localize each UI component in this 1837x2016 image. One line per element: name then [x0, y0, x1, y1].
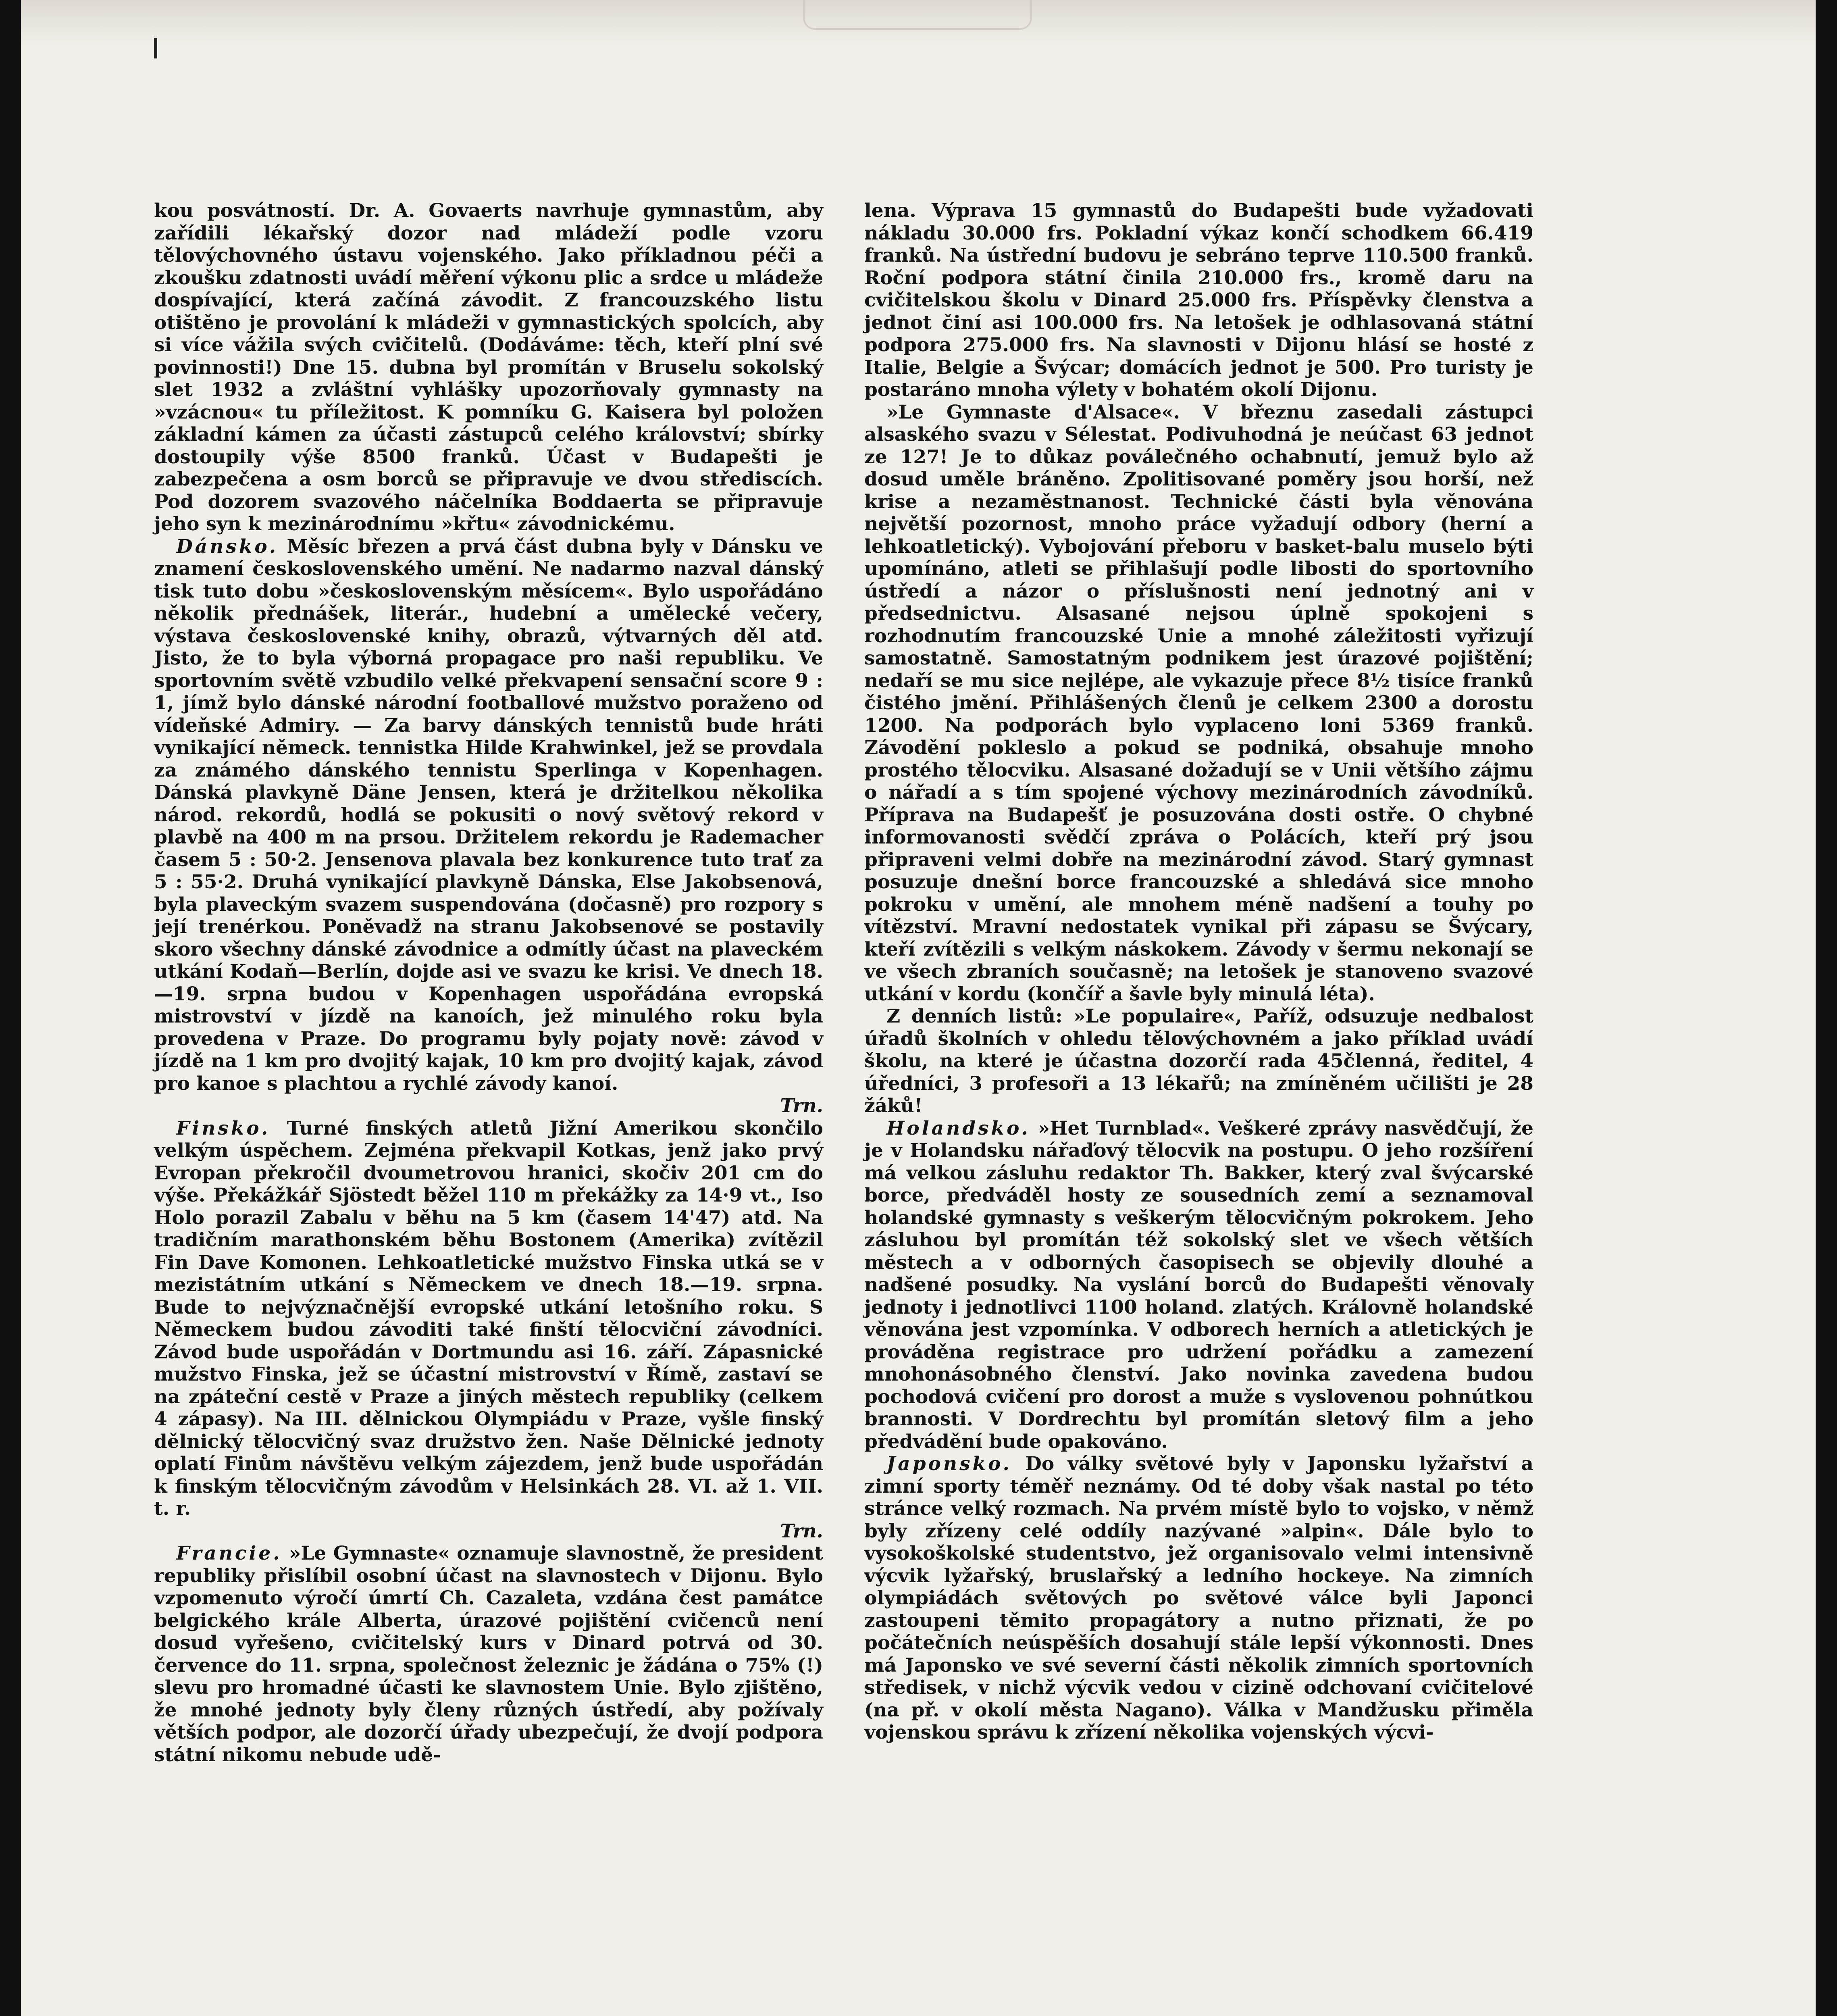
heading-dansko: Dánsko.: [176, 535, 279, 558]
scan-stamp-mark: [803, 0, 1032, 30]
text-japonsko: Do války světové byly v Japonsku lyžařství a zimní sporty téměř neznámy. Od té doby však nastal po této stránce velký rozmach. Na prvém místě bylo to vojsko, v němž byly zřízeny celé oddíly nazývané »alpin«. Dále bylo to vysokoškolské studentstvo, jež organisovalo velmi intensivně výcvik lyžařský, bruslařský a ledního hockeye. Na zimních olympiádách světových po světové válce byli Japonci zastoupeni těmito propagátory a nutno přiznati, že po počátečních neúspěších dosahují stále lepší výkonnosti. Dnes má Japonsko ve své severní části několik zimních sportovních středisek, v nichž výcvik vedou v cizině odchovaní cvičitelové (na př. v okolí města Nagano). Válka v Mandžusku přiměla vojenskou správu k zřízení několika vojenských výcvi-: [864, 1453, 1533, 1743]
paragraph-belgium: kou posvátností. Dr. A. Govaerts navrhuje gymnastům, aby zařídili lékařský dozor nad mládeží podle vzoru tělovýchovného ústavu vojenského. Jako příkladnou péči a zkoušku zdatnosti uvádí měření výkonu plic a srdce u mládeže dospívající, která začíná závodit. Z francouzského listu otištěno je provolání k mládeži v gymnastických spolcích, aby si více vážila svých cvičitelů. (Dodáváme: těch, kteří plní své povinnosti!) Dne 15. dubna byl promítán v Bruselu sokolský slet 1932 a zvláštní vyhlášky upozorňovaly gymnasty na »vzácnou« tu příležitost. K pomníku G. Kaisera byl položen základní kámen za účasti zástupců celého království; sbírky dostoupily výše 8500 franků. Účast v Budapešti je zabezpečena a osm borců se připravuje ve dvou střediscích. Pod dozorem svazového náčelníka Boddaerta se připravuje jeho syn k mezinárodnímu »křtu« závodnickému.: [154, 200, 823, 535]
left-column: [154, 200, 823, 1766]
text-francie: »Le Gymnaste« oznamuje slavnostně, že president republiky přislíbil osobní účast na slavnostech v Dijonu. Bylo vzpomenuto výročí úmrtí Ch. Cazaleta, vzdána čest památce belgického krále Alberta, úrazové pojištění cvičenců není dosud vyřešeno, cvičitelský kurs v Dinard potrvá od 30. července do 11. srpna, společnost železnic je žádána o 75% (!) slevu pro hromadné účasti ke slavnostem Unie. Bylo zjištěno, že mnohé jednoty byly členy různých ústředí, aby požívaly větších podpor, ale dozorčí úřady ubezpečují, že dvojí podpora státní nikomu nebude udě-: [154, 1542, 823, 1766]
heading-francie: Francie.: [176, 1542, 282, 1564]
paragraph-denni-listy: Z denních listů: »Le populaire«, Paříž, odsuzuje nedbalost úřadů školních v ohledu tělovýchovném a jako příklad uvádí školu, na které je účastna dozorčí rada 45členná, ředitel, 4 úředníci, 3 profesoři a 13 lékařů; na zmíněném učilišti je 28 žáků!: [864, 1005, 1533, 1117]
heading-finsko: Finsko.: [176, 1117, 270, 1139]
signature-dansko: Trn.: [780, 1095, 823, 1117]
paragraph-alsace: »Le Gymnaste d'Alsace«. V březnu zasedali zástupci alsaského svazu v Sélestat. Podivuhodná je neúčast 63 jednot ze 127! Je to důkaz poválečného ochabnutí, jemuž bylo až dosud uměle bráněno. Zpolitisované poměry jsou horší, než krise a nezaměstnanost. Technické části byla věnována největší pozornost, mnoho práce vyžadují odbory (herní a lehkoatletický). Vybojování přeboru v basket-balu muselo býti upomínáno, atleti se přihlašují podle libosti do sportovního ústředí a názor o příslušnosti není jednotný ani v předsednictvu. Alsasané nejsou úplně spokojeni s rozhodnutím francouzské Unie a mnohé záležitosti vyřizují samostatně. Samostatným podnikem jest úrazové pojištění; nedaří se mu sice nejlépe, ale vykazuje přece 8½ tisíce franků čistého jmění. Přihlášených členů je celkem 2300 a dorostu 1200. Na podporách bylo vyplaceno loni 5369 franků. Závodění pokleslo a pokud se podniká, obsahuje mnoho prostého tělocviku. Alsasané dožadují se v Unii většího zájmu o nářadí a s tím spojené výchovy mezinárodních závodníků. Příprava na Budapešť je posuzována dosti ostře. O chybné informovanosti svědčí zpráva o Polácích, kteří prý jsou připraveni velmi dobře na mezinárodní závod. Starý gymnast posuzuje dnešní borce francouzské a shledává sice mnoho pokroku v umění, ale mnohem méně nadšení a touhy po vítězství. Mravní nedostatek vynikal při zápasu se Švýcary, kteří zvítězili s velkým náskokem. Závody v šermu nekonají se ve všech zbraních současně; na letošek je stanoveno svazové utkání v kordu (končíř a šavle byly minulá léta).: [864, 401, 1533, 1005]
signature-finsko: Trn.: [780, 1520, 823, 1542]
scanned-page: [21, 0, 1816, 2016]
right-column: [864, 200, 1533, 1744]
paragraph-francie-cont: lena. Výprava 15 gymnastů do Budapešti bude vyžadovati nákladu 30.000 frs. Pokladní výkaz končí schodkem 66.419 franků. Na ústřední budovu je sebráno teprve 110.500 franků. Roční podpora státní činila 210.000 frs., kromě daru na cvičitelskou školu v Dinard 25.000 frs. Příspěvky členstva a jednot činí asi 100.000 frs. Na letošek je odhlasovaná státní podpora 275.000 frs. Na slavnosti v Dijonu hlásí se hosté z Italie, Belgie a Švýcar; domácích jednot je 500. Pro turisty je postaráno mnoha výlety v bohatém okolí Dijonu.: [864, 200, 1533, 401]
text-holandsko: »Het Turnblad«. Veškeré zprávy nasvědčují, že je v Holandsku nářaďový tělocvik na postupu. O jeho rozšíření má velkou zásluhu redaktor Th. Bakker, který zval švýcarské borce, předváděl hosty ze sousedních zemí a seznamoval holandské gymnasty s veškerým tělocvičným pokrokem. Jeho zásluhou byl promítán též sokolský slet ve všech větších městech a v odborných časopisech se objevily dlouhé a nadšené posudky. Na vyslání borců do Budapešti věnovaly jednoty i jednotlivci 1100 holand. zlatých. Královně holandské věnována jest vzpomínka. V odborech herních a atletických je prováděna registrace pro udržení pořádku a zamezení mnohonásobného členství. Jako novinka zavedena budou pochodová cvičení pro dorost a muže s vyslovenou pohnútkou brannosti. V Dordrechtu byl promítán sletový film a jeho předvádění bude opakováno.: [864, 1117, 1533, 1453]
heading-japonsko: Japonsko.: [886, 1453, 1012, 1475]
paragraph-francie: [154, 1542, 823, 1766]
margin-mark: [154, 38, 157, 58]
paragraph-dansko: [154, 535, 823, 1117]
heading-holandsko: Holandsko.: [886, 1117, 1031, 1139]
paragraph-holandsko: [864, 1117, 1533, 1453]
text-dansko: Měsíc březen a prvá část dubna byly v Dánsku ve znamení československého umění. Ne nadarmo nazval dánský tisk tuto dobu »československým měsícem«. Bylo uspořádáno několik přednášek, literár., hudební a umělecké večery, výstava československé knihy, obrazů, výtvarných děl atd. Jisto, že to byla výborná propagace pro naši republiku. Ve sportovním světě vzbudilo velké překvapení sensační score 9 : 1, jímž bylo dánské národní footballové mužstvo poraženo od vídeňské Admiry. — Za barvy dánských tennistů bude hráti vynikající německ. tennistka Hilde Krahwinkel, jež se provdala za známého dánského tennistu Sperlinga v Kopenhagen. Dánská plavkyně Däne Jensen, která je držitelkou několika národ. rekordů, hodlá se pokusiti o nový světový rekord v plavbě na 400 m na prsou. Držitelem rekordu je Rademacher časem 5 : 50·2. Jensenova plavala bez konkurence tuto trať za 5 : 55·2. Druhá vynikající plavkyně Dánska, Else Jakobsenová, byla plaveckým svazem suspendována (dočasně) pro rozpory s její trenérkou. Poněvadž na stranu Jakobsenové se postavily skoro všechny dánské závodnice a odmítly účast na plaveckém utkání Kodaň—Berlín, dojde asi ve svazu ke krisi. Ve dnech 18.—19. srpna budou v Kopenhagen uspořádána evropská mistrovství v jízdě na kanoích, jež minulého roku byla provedena v Praze. Do programu byly pojaty nově: závod v jízdě na 1 km pro dvojitý kajak, 10 km pro dvojitý kajak, závod pro kanoe s plachtou a rychlé závody kanoí.: [154, 535, 823, 1095]
text-finsko: Turné finských atletů Jižní Amerikou skončilo velkým úspěchem. Zejména překvapil Kotkas, jenž jako prvý Evropan překročil dvoumetrovou hranici, skočiv 201 cm do výše. Překážkář Sjöstedt běžel 110 m překážky za 14·9 vt., Iso Holo porazil Zabalu v běhu na 5 km (časem 14'47) atd. Na tradičním marathonském běhu Bostonem (Amerika) zvítězil Fin Dave Komonen. Lehkoatletické mužstvo Finska utká se v mezistátním utkání s Německem ve dnech 18.—19. srpna. Bude to nejvýznačnější evropské utkání letošního roku. S Německem budou závoditi také finští tělocviční závodníci. Závod bude uspořádán v Dortmundu asi 16. září. Zápasnické mužstvo Finska, jež se účastní mistrovství v Římě, zastaví se na zpáteční cestě v Praze a jiných městech republiky (celkem 4 zápasy). Na III. dělnickou Olympiádu v Praze, vyšle finský dělnický tělocvičný svaz družstvo žen. Naše Dělnické jednoty oplatí Finům návštěvu velkým zájezdem, jenž bude uspořádán k finským tělocvičným závodům v Helsinkách 28. VI. až 1. VII. t. r.: [154, 1117, 823, 1520]
paragraph-finsko: [154, 1117, 823, 1543]
paragraph-japonsko: [864, 1453, 1533, 1744]
